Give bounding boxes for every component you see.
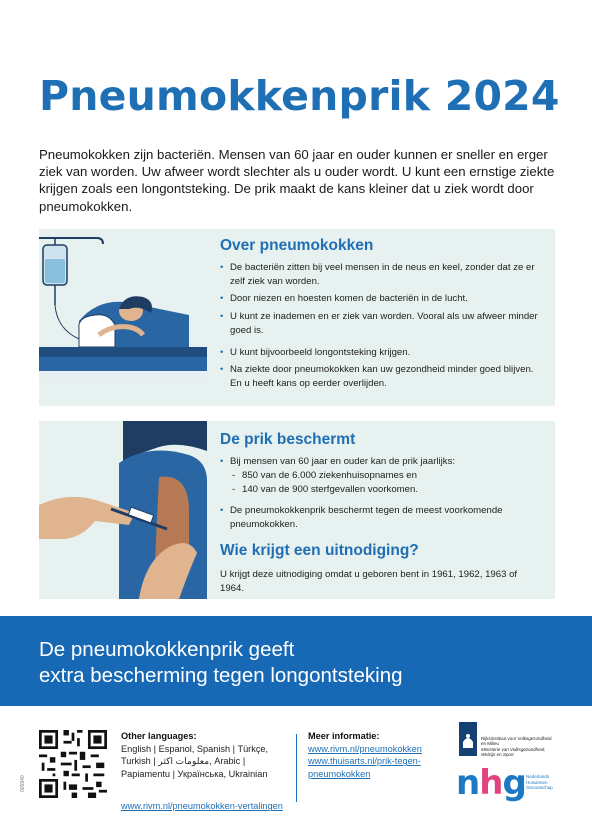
other-languages-label: Other languages: bbox=[121, 731, 197, 741]
vaccination-illustration bbox=[39, 421, 207, 599]
list-item: • Na ziekte door pneumokokken kan uw gezondheid minder goed blijven. En u heeft kans op eerder overlijden. bbox=[220, 363, 543, 391]
translations-link[interactable]: www.rivm.nl/pneumokokken-vertalingen bbox=[121, 801, 283, 812]
nhg-logo bbox=[456, 764, 576, 804]
rivm-line-4: Welzijn en Sport bbox=[481, 752, 514, 758]
list-item-text: Bij mensen van 60 jaar en ouder kan de prik jaarlijks: bbox=[230, 456, 456, 467]
thuisarts-link-line-2[interactable]: pneumokokken bbox=[308, 768, 371, 779]
banner-line-2: extra bescherming tegen longontsteking bbox=[39, 664, 403, 687]
more-info-block bbox=[308, 730, 443, 780]
nhg-sub-line-3: Genootschap bbox=[526, 785, 553, 791]
intro-paragraph: Pneumokokken zijn bacteriën. Mensen van 60 jaar en ouder kunnen er sneller en erger ziek van worden. Uw afweer wordt slechter als u ouder wordt. U kunt een ernstige ziekte krijgen zoals een longontsteking. De prik maakt de kans kleiner dat u ziek wordt door pneumokokken. bbox=[39, 147, 555, 214]
languages-line-2: Turkish | معلومات اكثر, Arabic | bbox=[121, 756, 246, 767]
about-text bbox=[220, 237, 543, 395]
sub-list-item: - 140 van de 900 sterfgevallen voorkomen. bbox=[230, 483, 543, 497]
languages-line-1: English | Espanol, Spanish | Türkçe, bbox=[121, 743, 269, 754]
thuisarts-link-line-1[interactable]: www.thuisarts.nl/prik-tegen- bbox=[308, 756, 421, 767]
protection-bullet-list bbox=[220, 455, 543, 532]
sub-list-item: - 850 van de 6.000 ziekenhuisopnames en bbox=[230, 469, 543, 483]
invite-text: U krijgt deze uitnodiging omdat u geboren bent in 1961, 1962, 1963 of 1964. bbox=[220, 569, 518, 595]
about-heading: Over pneumokokken bbox=[220, 237, 374, 254]
nhg-letter-h: h bbox=[479, 763, 503, 803]
languages-line-3: Papiamentu | Українська, Ukrainian bbox=[121, 768, 268, 779]
protection-text bbox=[220, 431, 543, 596]
more-info-label: Meer informatie: bbox=[308, 731, 380, 741]
document-code: 005940 bbox=[20, 775, 26, 792]
nhg-sub-line-1: Nederlands bbox=[526, 774, 550, 779]
other-languages-block bbox=[121, 730, 293, 813]
list-item: • De pneumokokkenprik beschermt tegen de meest voorkomende pneumokokken. bbox=[220, 504, 543, 532]
nhg-wordmark bbox=[456, 764, 526, 802]
list-item: • U kunt bijvoorbeeld longontsteking krijgen. bbox=[220, 346, 543, 360]
list-item: • Door niezen en hoesten komen de bacteriën in de lucht. bbox=[220, 292, 543, 306]
rivm-link[interactable]: www.rivm.nl/pneumokokken bbox=[308, 743, 422, 754]
nhg-sub-line-2: Huisartsen bbox=[526, 779, 548, 785]
about-bullet-list bbox=[220, 261, 543, 392]
patient-in-bed-illustration bbox=[39, 229, 207, 406]
rivm-logo bbox=[459, 722, 569, 756]
page-title: Pneumokkenprik 2024 bbox=[39, 72, 560, 120]
nhg-subtitle bbox=[526, 774, 576, 791]
footer bbox=[0, 706, 592, 840]
list-item: • U kunt ze inademen en er ziek van worden. Vooral als uw afweer minder goed is. bbox=[220, 310, 543, 338]
protection-panel bbox=[39, 421, 555, 599]
rivm-line-1: Rijksinstituut voor Volksgezondheid bbox=[481, 736, 552, 741]
rivm-crest-icon bbox=[459, 722, 477, 756]
footer-divider bbox=[296, 734, 297, 802]
banner-line-1: De pneumokokkenprik geeft bbox=[39, 638, 295, 661]
rivm-text bbox=[481, 736, 571, 758]
qr-code-icon[interactable] bbox=[39, 730, 107, 798]
sub-list bbox=[230, 469, 543, 497]
invite-heading: Wie krijgt een uitnodiging? bbox=[220, 542, 419, 560]
list-item bbox=[220, 455, 543, 498]
about-panel bbox=[39, 229, 555, 406]
nhg-letter-g: g bbox=[502, 763, 526, 803]
protection-heading: De prik beschermt bbox=[220, 431, 356, 448]
key-message-banner bbox=[0, 616, 592, 706]
list-item: • De bacteriën zitten bij veel mensen in de neus en keel, zonder dat ze er zelf ziek van worden. bbox=[220, 261, 543, 289]
rivm-line-3: Ministerie van Volksgezondheid, bbox=[481, 746, 546, 752]
rivm-line-2: en Milieu bbox=[481, 741, 500, 747]
nhg-letter-n: n bbox=[456, 763, 480, 803]
